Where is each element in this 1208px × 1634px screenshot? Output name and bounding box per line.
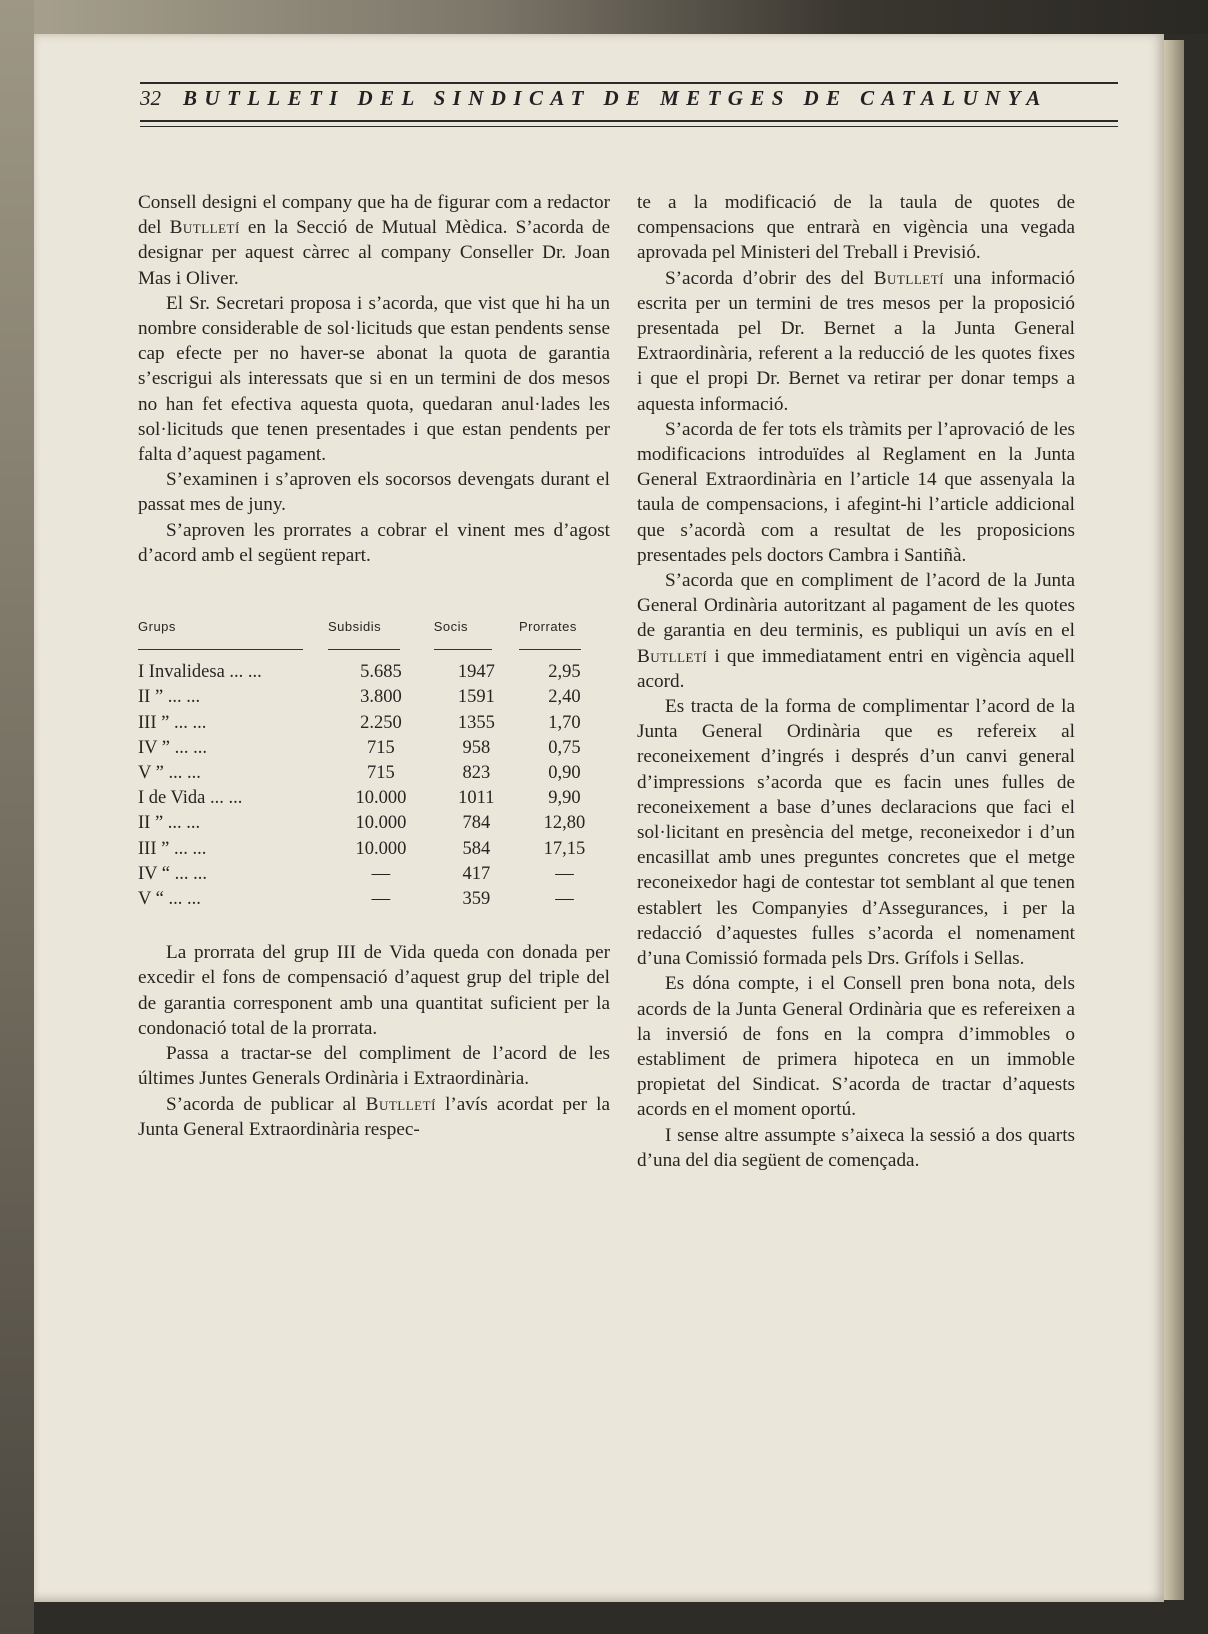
table-cell-prorrates: 12,80	[543, 813, 586, 834]
left-column	[138, 190, 610, 1142]
table-cell-grup: III ” ... ...	[138, 838, 207, 859]
table-cell-grup: IV ” ... ...	[138, 737, 208, 758]
text-run: S’acorda d’obrir des del	[665, 267, 874, 289]
table-cell-subsidis: 2.250	[360, 712, 402, 733]
text-run: i que immediatament entri en vigència aquell acord.	[637, 645, 1075, 692]
table-cell-subsidis: 715	[367, 737, 395, 758]
scan-background-left	[0, 0, 34, 1634]
table-cell-grup: I de Vida ... ...	[138, 788, 243, 809]
paragraph: S’examinen i s’aproven els socorsos devengats durant el passat mes de juny.	[138, 469, 610, 516]
table-cell-socis: 784	[462, 813, 491, 834]
paragraph	[138, 1092, 610, 1142]
column-header-subsidis: Subsidis	[328, 614, 434, 660]
table-cell-subsidis: —	[371, 863, 391, 884]
table-row	[138, 786, 610, 811]
table-header-row	[138, 614, 610, 660]
small-caps-run: Butlletí	[365, 1093, 436, 1115]
table-row	[138, 685, 610, 710]
table-cell-prorrates: —	[555, 889, 574, 910]
paragraph: te a la modificació de la taula de quotes de compensacions que entrarà en vigència una vegada aprovada pel Ministeri del Treball i Previsió.	[637, 192, 1075, 264]
page-binding-edge	[1164, 40, 1184, 1600]
column-header-socis: Socis	[434, 614, 519, 660]
table-row	[138, 837, 610, 862]
table-cell-prorrates: 0,75	[548, 737, 581, 758]
table-cell-subsidis: 715	[367, 763, 395, 784]
table-cell-socis: 958	[462, 737, 491, 758]
small-caps-run: Butlletí	[169, 217, 240, 239]
column-header-grups: Grups	[138, 614, 328, 660]
text-run: S’acorda que en compliment de l’acord de la Junta General Ordinària autoritzant al pagament de les quotes de garantia en deu terminis, es publiqui un avís en el	[637, 570, 1075, 642]
header-row	[140, 84, 1118, 120]
table-cell-subsidis: —	[371, 889, 391, 910]
table-cell-socis: 1011	[458, 788, 495, 809]
table-cell-subsidis: 10.000	[355, 838, 407, 859]
table-cell-grup: I Invalidesa ... ...	[138, 662, 262, 683]
table-cell-socis: 1947	[457, 662, 495, 683]
table-body	[138, 660, 610, 912]
header-rule-bottom-thin	[140, 126, 1118, 127]
table-cell-grup: II ” ... ...	[138, 813, 201, 834]
small-caps-run: Butlletí	[873, 267, 944, 289]
table-cell-prorrates: 0,90	[548, 763, 581, 784]
paragraph	[138, 190, 610, 291]
paragraph	[637, 266, 1075, 417]
column-header-prorrates: Prorrates	[519, 614, 610, 660]
paragraph: S’acorda de fer tots els tràmits per l’aprovació de les modificacions introduïdes al Reglament en la Junta General Extraordinària en l’article 14 que assenyala la taula de compensacions, i afegint-hi l’article addicional que s’acordà com a resultat de les proposicions presentades pels doctors Cambra i Santiñà.	[637, 418, 1075, 566]
table-row	[138, 736, 610, 761]
table-cell-subsidis: 10.000	[355, 788, 407, 809]
paragraph: El Sr. Secretari proposa i s’acorda, que vist que hi ha un nombre considerable de sol·licituds que estan pendents sense cap efecte per no haver-se abonat la quota de garantia s’escrigui als interessats que si en un termini de dos mesos no han fet efectiva aquesta quota, quedaran anul·lades les sol·licituds que tenen presentades i que estan pendents per falta d’aquest pagament.	[138, 292, 610, 466]
text-run: en la Secció de Mutual Mèdica. S’acorda de designar per aquest càrrec al company Conseller Dr. Joan Mas i Oliver.	[138, 217, 610, 289]
small-caps-run: Butlletí	[637, 645, 708, 667]
publication-title: BUTLLETI DEL SINDICAT DE METGES DE CATALUNYA	[183, 86, 1048, 110]
table-cell-socis: 823	[462, 763, 491, 784]
table-row	[138, 811, 610, 836]
table-cell-grup: II ” ... ...	[138, 687, 201, 708]
paragraph: I sense altre assumpte s’aixeca la sessió a dos quarts d’una del dia següent de començada.	[637, 1124, 1075, 1171]
table-cell-subsidis: 3.800	[360, 687, 402, 708]
table-row	[138, 711, 610, 736]
paragraph: S’aproven les prorrates a cobrar el vinent mes d’agost d’acord amb el següent repart.	[138, 519, 610, 566]
paragraph: La prorrata del grup III de Vida queda con donada per excedir el fons de compensació d’aquest grup del triple del de garantia corresponent amb una quantitat suficient per la condonació total de la prorrata.	[138, 942, 610, 1039]
table-cell-socis: 417	[462, 863, 491, 884]
table-row	[138, 660, 610, 685]
text-run: l’avís acordat per la Junta General Extraordinària respec-	[138, 1093, 610, 1140]
table-cell-prorrates: 9,90	[548, 788, 581, 809]
table-cell-prorrates: —	[555, 863, 574, 884]
table-cell-grup: III ” ... ...	[138, 712, 207, 733]
text-run: una informació escrita per un termini de tres mesos per la proposició presentada pel Dr. Bernet a la Junta General Extraordinària, referent a la reducció de les quotes fixes i que el propi Dr. Bernet va retirar per donar temps a aquesta informació.	[637, 267, 1075, 415]
paragraph: Es dóna compte, i el Consell pren bona nota, dels acords de la Junta General Ordinària que es refereixen a la inversió de fons en la compra d’immobles o establiment de primera hipoteca en un immoble propietat del Sindicat. S’acorda de tractar d’aquests acords en el moment oportú.	[637, 973, 1075, 1121]
table-cell-subsidis: 10.000	[355, 813, 407, 834]
table-row	[138, 761, 610, 786]
prorrates-table-wrap	[138, 614, 610, 912]
scan-background-top	[0, 0, 1208, 34]
table-cell-prorrates: 1,70	[548, 712, 581, 733]
table-cell-socis: 359	[462, 889, 491, 910]
table-cell-socis: 1355	[457, 712, 495, 733]
table-cell-subsidis: 5.685	[360, 662, 402, 683]
paragraph: Passa a tractar-se del compliment de l’acord de les últimes Juntes Generals Ordinària i Extraordinària.	[138, 1043, 610, 1090]
paragraph	[637, 568, 1075, 694]
table-cell-prorrates: 2,95	[548, 662, 581, 683]
text-run: S’acorda de publicar al	[166, 1093, 366, 1115]
prorrates-table	[138, 614, 610, 912]
text-run: Consell designi el company que ha de figurar com a redactor del	[138, 192, 610, 239]
paragraph: Es tracta de la forma de complimentar l’acord de la Junta General Ordinària que es refereix al reconeixement d’ingrés i després d’un canvi general d’impressions s’acorda que es facin unes fulles de reconeixement a base d’unes declaracions que faci el sol·licitant en presència del metge, reconeixedor i d’un encasillat amb unes preguntes concretes que el metge reconeixedor hagi de contestar tot semblant al que tenen establert les Companyies d’Assegurances, i per la redacció d’aquestes fulles s’acorda el nomenament d’una Comissió formada pels Drs. Grífols i Sellas.	[637, 696, 1075, 970]
table-cell-socis: 584	[462, 838, 491, 859]
table-cell-grup: IV “ ... ...	[138, 863, 208, 884]
table-row	[138, 887, 610, 912]
table-cell-grup: V “ ... ...	[138, 889, 201, 910]
table-cell-prorrates: 2,40	[548, 687, 581, 708]
running-header	[140, 82, 1118, 127]
right-column	[637, 190, 1075, 1173]
table-cell-prorrates: 17,15	[543, 838, 586, 859]
table-row	[138, 862, 610, 887]
page-number: 32	[140, 86, 161, 110]
table-cell-socis: 1591	[457, 687, 495, 708]
table-cell-grup: V ” ... ...	[138, 763, 201, 784]
